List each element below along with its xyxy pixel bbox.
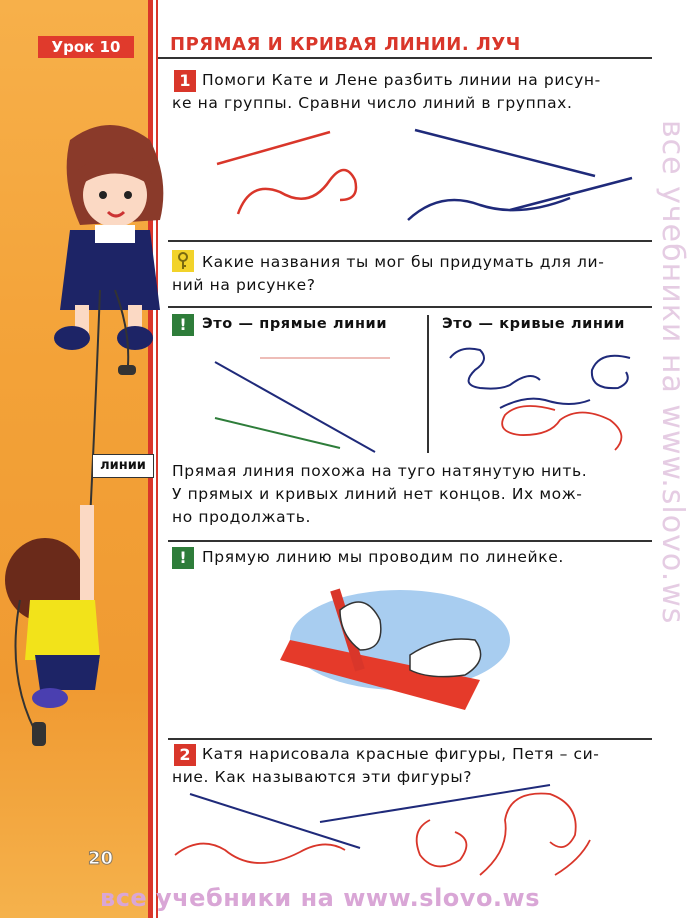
- side-watermark: все учебники на www.slovo.ws: [655, 120, 690, 625]
- task-2-line-1: Катя нарисовала красные фигуры, Петя – си-: [202, 745, 600, 763]
- task-1-line-1: Помоги Кате и Лене разбить линии на рисун-: [202, 71, 601, 89]
- task-1-number: 1: [174, 70, 196, 92]
- title-underline: [158, 57, 652, 59]
- section-divider: [168, 306, 652, 308]
- red-curve: [238, 170, 356, 214]
- ruler-note-text: Прямую линию мы проводим по линейке.: [202, 548, 564, 566]
- exclamation-icon: !: [172, 547, 194, 569]
- blue-straight-line-2: [510, 178, 632, 210]
- exclamation-icon: !: [172, 314, 194, 336]
- task-2-line-2: ние. Как называются эти фигуры?: [172, 768, 473, 786]
- lines-label: линии: [92, 454, 154, 478]
- curved-lines-heading: Это — кривые линии: [442, 316, 626, 332]
- key-icon: [172, 250, 194, 272]
- straight-lines-heading: Это — прямые линии: [202, 316, 388, 332]
- blue-straight-line-1: [415, 130, 595, 176]
- section-divider: [168, 540, 652, 542]
- girls-illustration: [0, 100, 160, 760]
- section-divider: [168, 738, 652, 740]
- question-line-2: ний на рисунке?: [172, 276, 316, 294]
- lesson-badge: Урок 10: [38, 36, 134, 58]
- ruler-drawing: [280, 580, 520, 720]
- footer-watermark: все учебники на www.slovo.ws: [100, 884, 540, 912]
- task-1-line-2: ке на группы. Сравни число линий в группах.: [172, 94, 573, 112]
- rule-para-line-1: Прямая линия похожа на туго натянутую нить.: [172, 462, 588, 480]
- rule-para-line-3: но продолжать.: [172, 508, 312, 526]
- rule-para-line-2: У прямых и кривых линий нет концов. Их мож-: [172, 485, 583, 503]
- rule-lines-figure: [160, 340, 660, 460]
- section-divider: [168, 240, 652, 242]
- task-2-figures: [160, 780, 660, 890]
- lesson-title: ПРЯМАЯ И КРИВАЯ ЛИНИИ. ЛУЧ: [170, 34, 521, 55]
- red-straight-line: [217, 132, 330, 164]
- task-2-number: 2: [174, 744, 196, 766]
- task-1-lines-figure: [160, 120, 660, 230]
- page-number: 20: [88, 848, 114, 869]
- question-line-1: Какие названия ты мог бы придумать для ли-: [202, 253, 605, 271]
